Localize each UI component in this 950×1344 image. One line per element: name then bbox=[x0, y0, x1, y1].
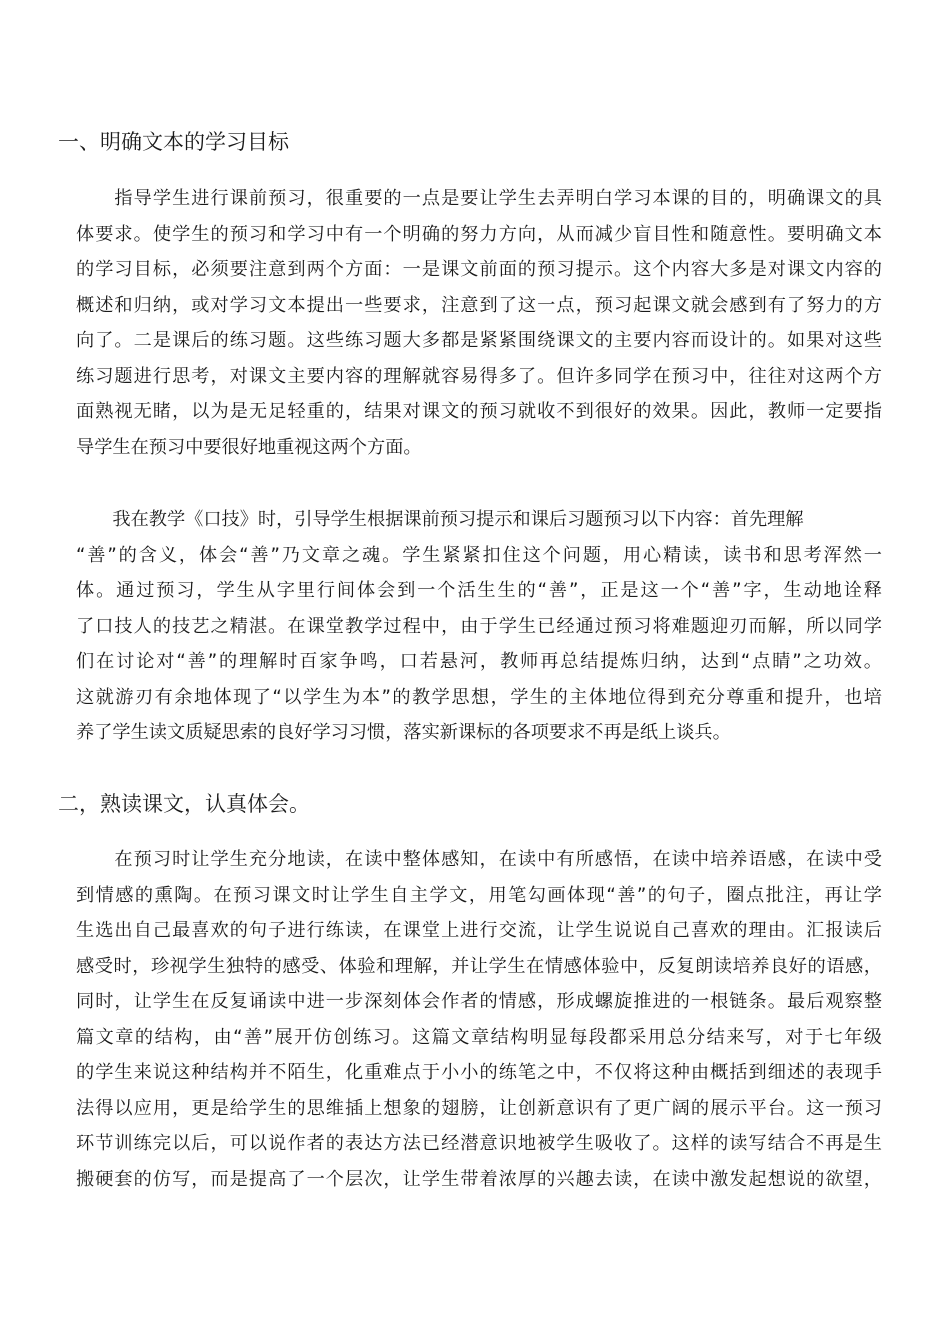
text-line: 的学习目标，必须要注意到两个方面：一是课文前面的预习提示。这个内容大多是对课文内容的 bbox=[76, 259, 882, 280]
text-line: 到情感的熏陶。在预习课文时让学生自主学文，用笔勾画体现“善”的句子，圈点批注，再让学 bbox=[76, 884, 882, 906]
text-line: 在预习时让学生充分地读，在读中整体感知，在读中有所感悟，在读中培养语感，在读中受 bbox=[76, 849, 882, 870]
text-line: 养了学生读文质疑思索的良好学习习惯，落实新课标的各项要求不再是纸上谈兵。 bbox=[76, 722, 731, 743]
text-line: 生选出自己最喜欢的句子进行练读，在课堂上进行交流，让学生说说自己喜欢的理由。汇报读后 bbox=[76, 920, 882, 941]
section2-paragraph-1 bbox=[76, 842, 882, 1197]
text-line: 搬硬套的仿写，而是提高了一个层次，让学生带着浓厚的兴趣去读，在读中激发起想说的欲望， bbox=[76, 1168, 882, 1190]
section1-paragraph-2 bbox=[76, 502, 882, 751]
text-line: 指导学生进行课前预习，很重要的一点是要让学生去弄明白学习本课的目的，明确课文的具 bbox=[76, 188, 882, 209]
text-line: 法得以应用，更是给学生的思维插上想象的翅膀，让创新意识有了更广阔的展示平台。这一预习 bbox=[76, 1097, 882, 1119]
text-line: 环节训练完以后，可以说作者的表达方法已经潜意识地被学生吸收了。这样的读写结合不再是生 bbox=[76, 1133, 882, 1154]
text-line: 篇文章的结构，由“善”展开仿创练习。这篇文章结构明显每段都采用总分结来写，对于七年级 bbox=[76, 1026, 882, 1048]
text-line: 体要求。使学生的预习和学习中有一个明确的努力方向，从而减少盲目性和随意性。要明确文本 bbox=[76, 223, 882, 245]
text-line: 同时，让学生在反复诵读中进一步深刻体会作者的情感，形成螺旋推进的一根链条。最后观察整 bbox=[76, 991, 882, 1012]
text-line: 面熟视无睹，以为是无足轻重的，结果对课文的预习就收不到很好的效果。因此，教师一定要指 bbox=[76, 401, 882, 422]
section-heading-1: 一、明确文本的学习目标 bbox=[58, 130, 289, 154]
text-line: 这就游刃有余地体现了“以学生为本”的教学思想，学生的主体地位得到充分尊重和提升，也培 bbox=[76, 686, 882, 708]
text-line: 向了。二是课后的练习题。这些练习题大多都是紧紧围绕课文的主要内容而设计的。如果对这些 bbox=[76, 330, 882, 351]
text-line: 我在教学《口技》时，引导学生根据课前预习提示和课后习题预习以下内容：首先理解 bbox=[76, 509, 804, 530]
text-line: 练习题进行思考，对课文主要内容的理解就容易得多了。但许多同学在预习中，往往对这两个方 bbox=[76, 365, 882, 387]
text-line: “善”的含义，体会“善”乃文章之魂。学生紧紧扣住这个问题，用心精读，读书和思考浑然一 bbox=[76, 544, 882, 566]
section1-paragraph-1 bbox=[76, 181, 882, 465]
text-line: 导学生在预习中要很好地重视这两个方面。 bbox=[76, 436, 422, 458]
text-line: 们在讨论对“善”的理解时百家争鸣，口若悬河，教师再总结提炼归纳，达到“点睛”之功效。 bbox=[76, 651, 882, 672]
text-line: 体。通过预习，学生从字里行间体会到一个活生生的“善”，正是这一个“善”字，生动地诠释 bbox=[76, 580, 882, 601]
section-heading-2: 二，熟读课文，认真体会。 bbox=[58, 792, 310, 816]
text-line: 感受时，珍视学生独特的感受、体验和理解，并让学生在情感体验中，反复朗读培养良好的语感， bbox=[76, 955, 882, 977]
text-line: 的学生来说这种结构并不陌生，化重难点于小小的练笔之中，不仅将这种由概括到细述的表现手 bbox=[76, 1062, 882, 1083]
text-line: 概述和归纳，或对学习文本提出一些要求，注意到了这一点，预习起课文就会感到有了努力的方 bbox=[76, 294, 882, 316]
text-line: 了口技人的技艺之精湛。在课堂教学过程中，由于学生已经通过预习将难题迎刃而解，所以同学 bbox=[76, 615, 882, 637]
